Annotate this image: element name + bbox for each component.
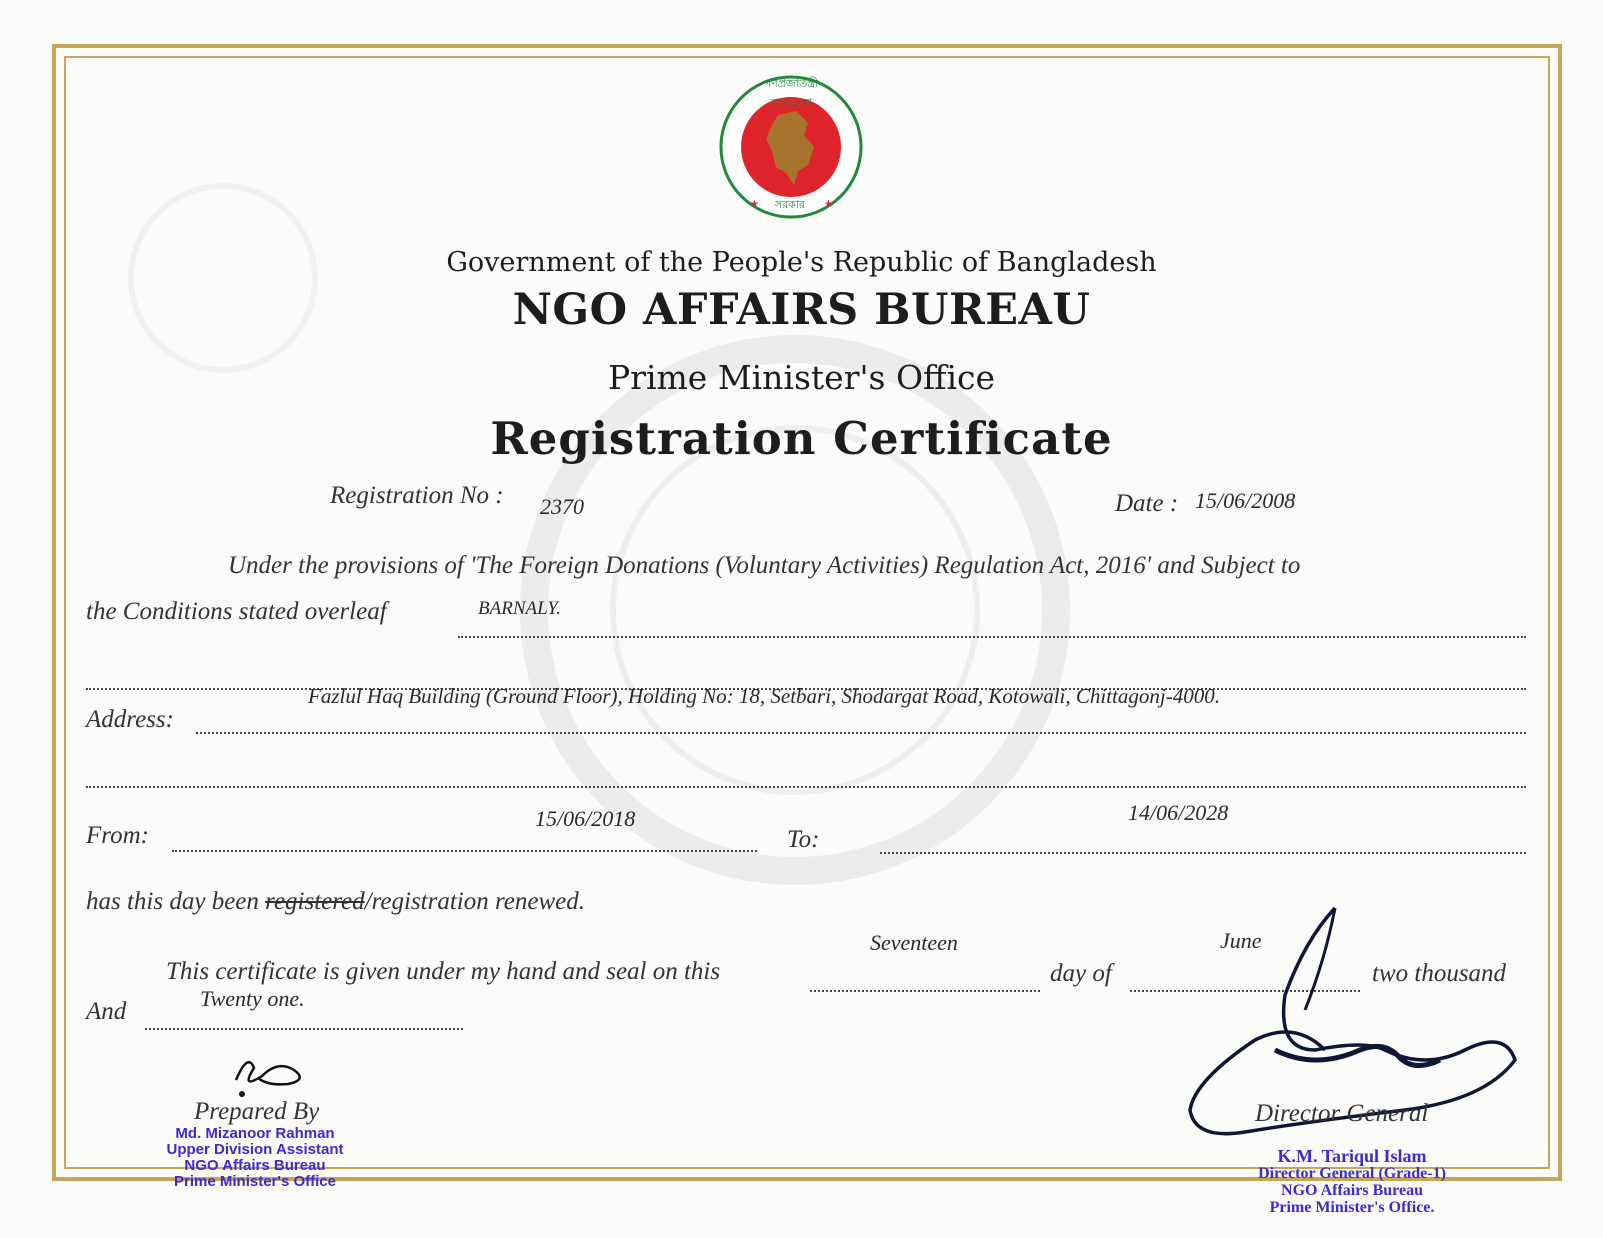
government-heading: Government of the People's Republic of Bangladesh — [446, 247, 1157, 278]
seal-top-text: গণপ্রজাতন্ত্রী বাংলাদেশ — [763, 77, 819, 109]
certificate-title: Registration Certificate — [490, 412, 1113, 465]
address-dotted-line — [196, 732, 1526, 734]
preparer-name: Md. Mizanoor Rahman — [175, 1125, 335, 1142]
registration-no-label: Registration No : — [330, 482, 504, 509]
day-dotted-line — [810, 990, 1040, 992]
embossed-seal — [128, 183, 318, 373]
director-stamp — [1232, 1148, 1472, 1216]
to-value: 14/06/2028 — [1128, 800, 1229, 825]
office-heading: Prime Minister's Office — [607, 358, 996, 397]
given-text: This certificate is given under my hand and seal on this — [166, 958, 721, 985]
organization-dotted-line — [458, 636, 1526, 638]
year-dotted-line — [145, 1028, 463, 1030]
svg-text:★: ★ — [824, 199, 833, 210]
preparer-stamp — [140, 1126, 370, 1190]
organization-name: BARNALY. — [478, 598, 561, 619]
address-dotted-line-2 — [86, 786, 1526, 788]
svg-text:★: ★ — [750, 199, 759, 210]
preparer-designation: Upper Division Assistant — [166, 1141, 344, 1158]
registered-prefix: has this day been — [86, 888, 266, 915]
bureau-heading: NGO AFFAIRS BUREAU — [512, 285, 1091, 335]
preparer-bureau: NGO Affairs Bureau — [184, 1157, 326, 1174]
director-office: Prime Minister's Office. — [1269, 1199, 1435, 1216]
registration-status — [86, 888, 585, 916]
director-name: K.M. Tariqul Islam — [1277, 1146, 1427, 1166]
two-thousand-label: two thousand — [1372, 960, 1507, 987]
watermark-seal-inner — [610, 425, 980, 795]
address-value: Fazlul Haq Building (Ground Floor), Holding No: 18, Setbari, Shodargat Road, Kotowali, Chittagonj-4000. — [308, 684, 1220, 708]
address-label: Address: — [86, 706, 174, 733]
director-general-label: Director General — [1255, 1100, 1429, 1127]
day-value: Seventeen — [870, 930, 958, 955]
from-label: From: — [86, 822, 149, 849]
day-of-label: day of — [1050, 960, 1112, 987]
preparer-signature — [218, 1050, 318, 1100]
to-label: To: — [787, 826, 820, 853]
provision-text: Under the provisions of 'The Foreign Donations (Voluntary Activities) Regulation Act, 2016' and Subject to — [228, 552, 1301, 579]
date-value: 15/06/2008 — [1195, 488, 1296, 513]
conditions-label: the Conditions stated overleaf — [86, 598, 387, 625]
from-dotted-line — [172, 850, 757, 852]
date-label: Date : — [1115, 490, 1179, 517]
registered-suffix: /registration renewed. — [364, 888, 586, 915]
seal-bottom-text: সরকার — [774, 198, 806, 211]
and-label: And — [86, 998, 127, 1025]
month-value: June — [1220, 928, 1262, 953]
registration-no-value: 2370 — [540, 494, 584, 519]
year-value: Twenty one. — [200, 986, 305, 1011]
registered-struck: registered — [265, 888, 365, 915]
prepared-by-label: Prepared By — [194, 1098, 320, 1125]
director-designation: Director General (Grade-1) — [1258, 1165, 1446, 1182]
from-value: 15/06/2018 — [535, 806, 636, 831]
preparer-office: Prime Minister's Office — [174, 1173, 336, 1190]
director-bureau: NGO Affairs Bureau — [1281, 1182, 1423, 1199]
to-dotted-line — [880, 852, 1526, 854]
